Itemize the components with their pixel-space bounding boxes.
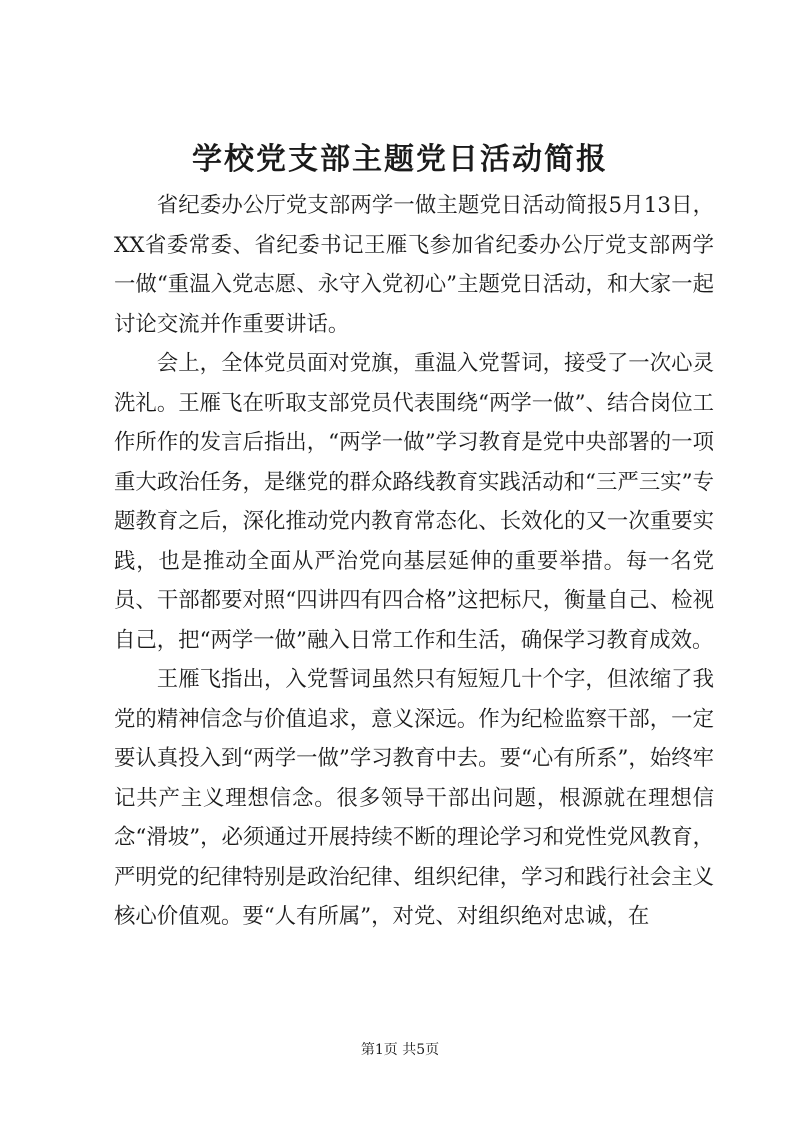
- document-title: 学校党支部主题党日活动简报: [192, 142, 608, 177]
- page-footer: 第1页 共5页: [360, 1042, 440, 1058]
- paragraph-3: 王雁飞指出，入党誓词虽然只有短短几十个字，但浓缩了我党的精神信念与价值追求，意义深远。作为纪检监察干部，一定要认真投入到“两学一做”学习教育中去。要“心有所系”，始终牢记共产主义理想信念。很多领导干部出问题，根源就在理想信念“滑坡”，必须通过开展持续不断的理论学习和党性党风教育，严明党的纪律特别是政治纪律、组织纪律，学习和践行社会主义核心价值观。要“人有所属”，对党、对组织绝对忠诚，在: [114, 667, 714, 929]
- paragraph-1: 省纪委办公厅党支部两学一做主题党日活动简报5月13日，XX省委常委、省纪委书记王雁飞参加省纪委办公厅党支部两学一做“重温入党志愿、永守入党初心”主题党日活动，和大家一起讨论交流并作重要讲话。: [114, 193, 714, 337]
- document-body: [114, 186, 714, 937]
- paragraph-2: 会上，全体党员面对党旗，重温入党誓词，接受了一次心灵洗礼。王雁飞在听取支部党员代表围绕“两学一做”、结合岗位工作所作的发言后指出，“两学一做”学习教育是党中央部署的一项重大政治任务，是继党的群众路线教育实践活动和“三严三实”专题教育之后，深化推动党内教育常态化、长效化的又一次重要实践，也是推动全面从严治党向基层延伸的重要举措。每一名党员、干部都要对照“四讲四有四合格”这把标尺，衡量自己、检视自己，把“两学一做”融入日常工作和生活，确保学习教育成效。: [114, 351, 714, 653]
